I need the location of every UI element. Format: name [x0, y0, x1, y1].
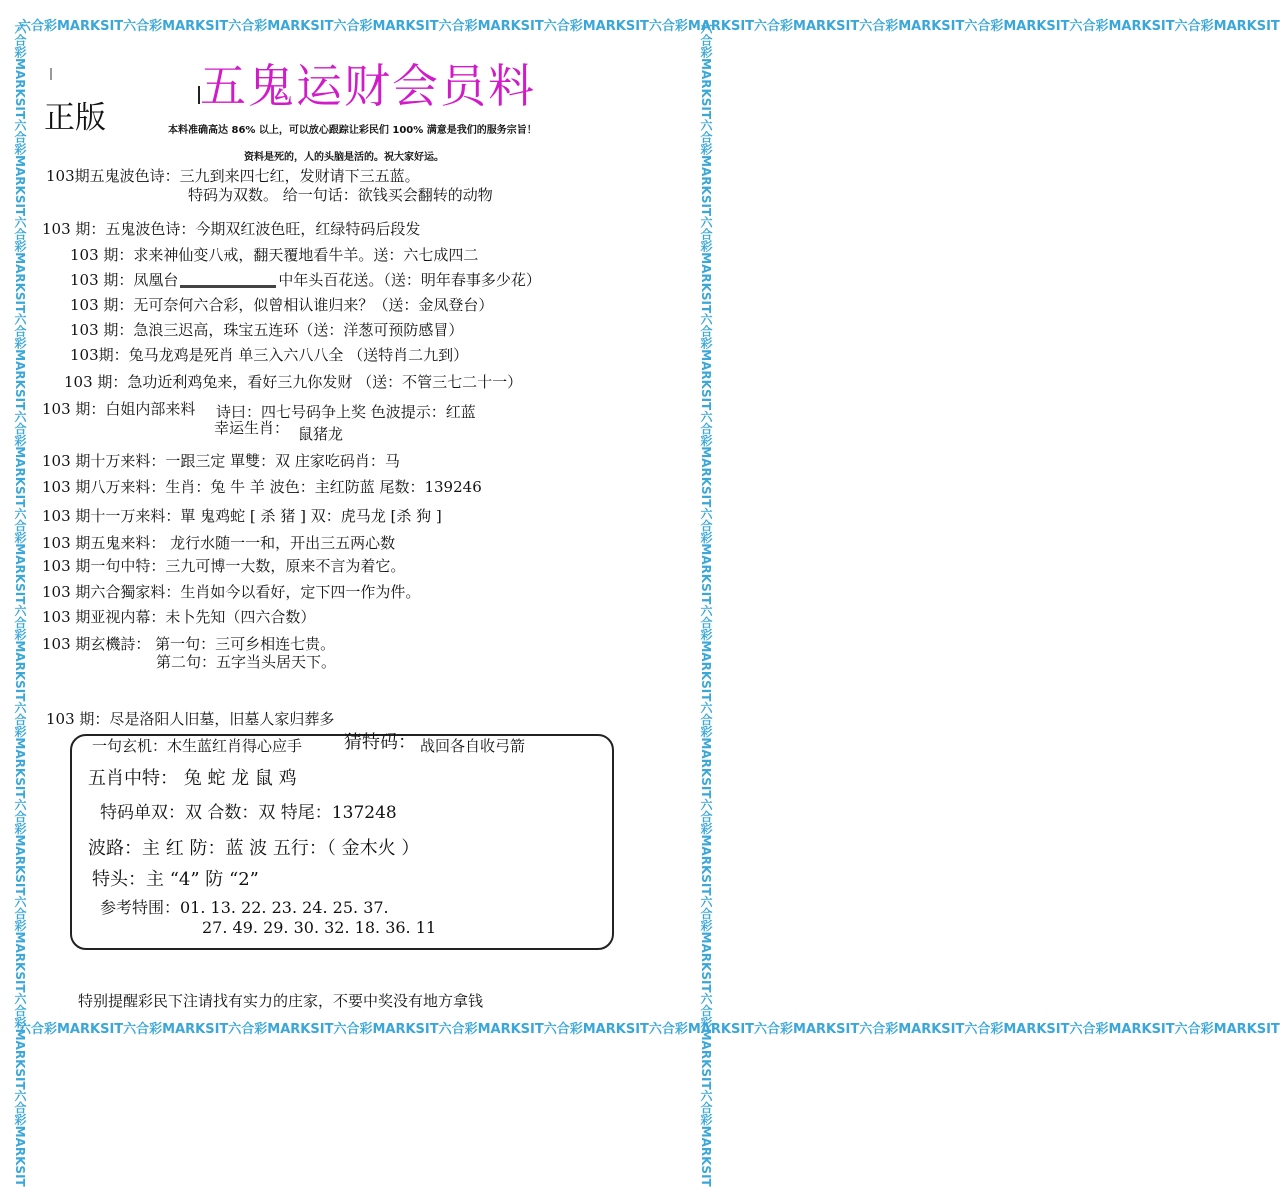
border-watermark-left: 六合彩MARKSIT六合彩MARKSIT六合彩MARKSIT六合彩MARKSIT六合彩MARKSIT六合彩MARKSIT六合彩MARKSIT六合彩MARKSIT六合彩MARKSIT六合彩MARKSIT六合彩MARKSIT六合彩MARKSIT [13, 22, 27, 1187]
line-9c: 幸运生肖： [214, 419, 290, 437]
line-2: 103 期：五鬼波色诗：今期双红波色旺，红绿特码后段发 [42, 220, 421, 238]
box-riddle: 一句玄机：木生蓝红肖得心应手 [92, 737, 303, 755]
box-wave-elements: 波路：主 红 防：蓝 波 五行：（ 金木火 ） [88, 838, 420, 859]
line-16: 103 期亚视内幕：未卜先知（四六合数） [42, 608, 316, 626]
line-4-start: 103 期：凤凰台 [70, 271, 179, 289]
line-18: 103 期：尽是洛阳人旧墓，旧墓人家归葬多 [46, 710, 335, 728]
header-note-2: 资料是死的，人的头脑是活的。祝大家好运。 [244, 152, 444, 163]
page-title: 五鬼运财会员料 [200, 59, 536, 113]
line-9a: 103 期：白姐内部来料 [42, 400, 196, 418]
border-watermark-bottom: 六合彩MARKSIT六合彩MARKSIT六合彩MARKSIT六合彩MARKSIT六合彩MARKSIT六合彩MARKSIT六合彩MARKSIT六合彩MARKSIT六合彩MARKSIT六合彩MARKSIT六合彩MARKSIT六合彩MARKSIT [18, 1022, 1280, 1037]
line-9b: 诗曰：四七号码争上奖 色波提示：红蓝 [216, 403, 476, 421]
box-head-number: 特头：主 “4” 防 “2” [92, 869, 259, 890]
box-guess-label: 猜特码： [344, 732, 416, 753]
box-five-zodiacs: 五肖中特： 兔 蛇 龙 鼠 鸡 [88, 768, 297, 789]
line-6: 103 期：急浪三迟高，珠宝五连环（送：洋葱可预防感冒） [70, 321, 464, 339]
box-guess-value: 战回各自收弓箭 [420, 737, 526, 755]
line-13: 103 期五鬼来料： 龙行水随一一和，开出三五两心数 [42, 534, 396, 552]
line-15: 103 期六合獨家料：生肖如今以看好，定下四一作为件。 [42, 583, 421, 601]
box-reference-range-1: 参考特围：01. 13. 22. 23. 24. 25. 37. [100, 898, 389, 917]
box-reference-range-2: 27. 49. 29. 30. 32. 18. 36. 11 [202, 918, 437, 937]
line-1a: 103期五鬼波色诗：三九到来四七红，发财请下三五蓝。 [46, 167, 420, 185]
border-watermark-top: 六合彩MARKSIT六合彩MARKSIT六合彩MARKSIT六合彩MARKSIT六合彩MARKSIT六合彩MARKSIT六合彩MARKSIT六合彩MARKSIT六合彩MARKSIT六合彩MARKSIT六合彩MARKSIT六合彩MARKSIT [18, 19, 1280, 34]
scribble-mark [180, 275, 276, 288]
line-12: 103 期十一万来料：單 鬼鸡蛇 [ 杀 猪 ] 双：虎马龙 [杀 狗 ] [42, 507, 442, 525]
line-4-end: 中年头百花送。（送：明年春事多少花） [278, 271, 541, 289]
footer-reminder: 特别提醒彩民下注请找有实力的庄家，不要中奖没有地方拿钱 [78, 992, 484, 1010]
line-1b: 特码为双数。 给一句话：欲钱买会翻转的动物 [188, 186, 493, 204]
line-11: 103 期八万来料：生肖：兔 牛 羊 波色：主红防蓝 尾数：139246 [42, 478, 482, 496]
line-7: 103期：兔马龙鸡是死肖 单三入六八八全 （送特肖二九到） [70, 346, 469, 364]
line-9d: 鼠猪龙 [298, 425, 344, 443]
authentic-badge: 正版 [44, 100, 106, 136]
line-8: 103 期：急功近利鸡兔来，看好三九你发财 （送：不管三七二十一） [64, 373, 523, 391]
line-17b: 第二句：五字当头居天下。 [156, 653, 337, 671]
line-5: 103 期：无可奈何六合彩，似曾相认谁归来？（送：金凤登台） [70, 296, 494, 314]
line-10: 103 期十万来料：一跟三定 單雙：双 庄家吃码肖：马 [42, 452, 400, 470]
border-watermark-right: 六合彩MARKSIT六合彩MARKSIT六合彩MARKSIT六合彩MARKSIT六合彩MARKSIT六合彩MARKSIT六合彩MARKSIT六合彩MARKSIT六合彩MARKSIT六合彩MARKSIT六合彩MARKSIT六合彩MARKSIT [699, 22, 713, 1187]
title-dash [50, 68, 52, 80]
line-4 [70, 270, 541, 290]
line-14: 103 期一句中特：三九可博一大数，原来不言为着它。 [42, 557, 406, 575]
line-17a: 103 期玄機詩： 第一句：三可乡相连七贵。 [42, 635, 336, 653]
line-3: 103 期：求来神仙变八戒，翻天覆地看牛羊。送：六七成四二 [70, 246, 479, 264]
header-note-1: 本料准确高达 86% 以上，可以放心跟踪让彩民们 100% 满意是我们的服务宗旨！ [168, 125, 537, 136]
box-odd-even: 特码单双：双 合数：双 特尾：137248 [100, 803, 397, 823]
